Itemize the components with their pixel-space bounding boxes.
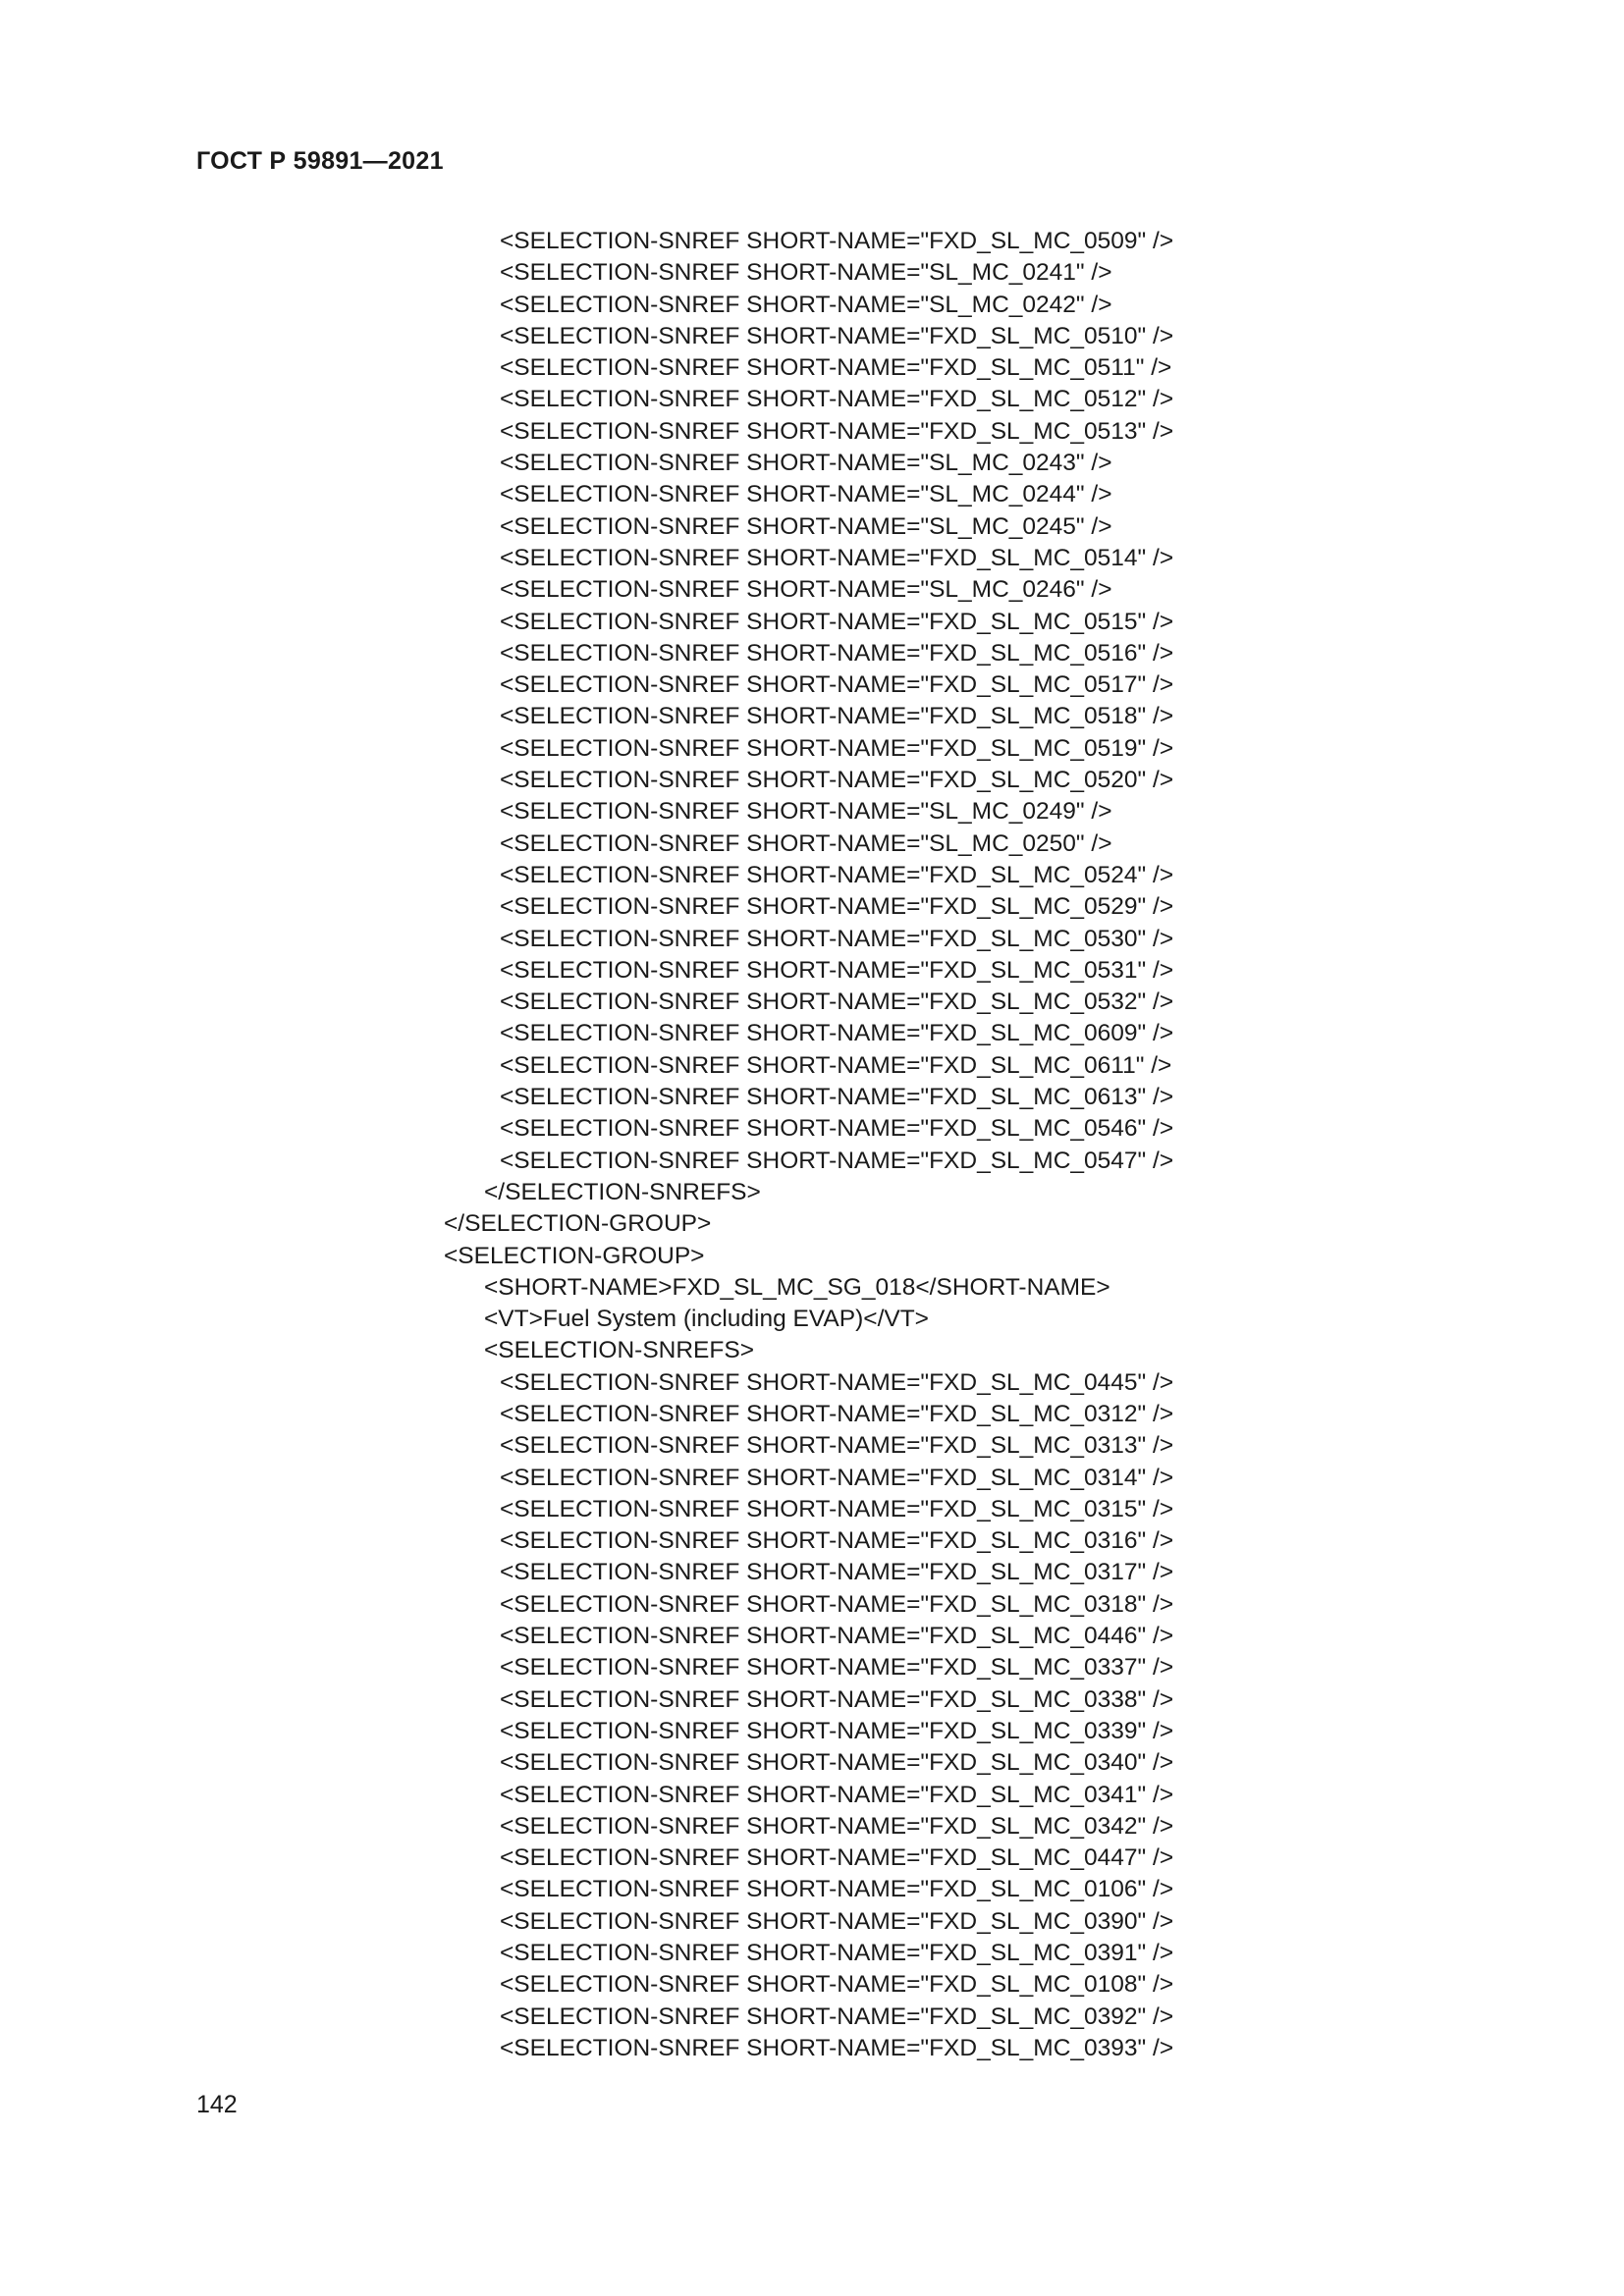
code-line: <SELECTION-SNREF SHORT-NAME="FXD_SL_MC_0516" /> [500,639,1174,667]
code-line: <SELECTION-SNREF SHORT-NAME="FXD_SL_MC_0529" /> [500,893,1174,921]
xml-code-listing [444,226,1173,2064]
code-line: <SELECTION-SNREF SHORT-NAME="SL_MC_0249" /> [500,798,1112,826]
code-line: <SELECTION-SNREF SHORT-NAME="FXD_SL_MC_0318" /> [500,1590,1174,1618]
code-line: <SELECTION-SNREF SHORT-NAME="SL_MC_0242" /> [500,291,1112,318]
code-line: <SELECTION-SNREF SHORT-NAME="FXD_SL_MC_0609" /> [500,1020,1174,1047]
code-line: <SELECTION-SNREF SHORT-NAME="FXD_SL_MC_0546" /> [500,1115,1174,1143]
code-line: <SELECTION-SNREF SHORT-NAME="SL_MC_0246" /> [500,576,1112,604]
code-line: <SELECTION-SNREF SHORT-NAME="FXD_SL_MC_0519" /> [500,734,1174,762]
code-line: <SELECTION-SNREF SHORT-NAME="FXD_SL_MC_0337" /> [500,1654,1174,1682]
code-line: <SELECTION-SNREF SHORT-NAME="FXD_SL_MC_0312" /> [500,1400,1174,1427]
code-line: <SELECTION-SNREF SHORT-NAME="FXD_SL_MC_0511" /> [500,354,1172,382]
code-line: <SELECTION-SNREF SHORT-NAME="SL_MC_0245" /> [500,512,1112,540]
code-line: <SELECTION-SNREF SHORT-NAME="FXD_SL_MC_0338" /> [500,1685,1174,1713]
code-line: <SELECTION-SNREF SHORT-NAME="FXD_SL_MC_0341" /> [500,1781,1174,1808]
code-line: <SELECTION-SNREF SHORT-NAME="SL_MC_0250" /> [500,829,1112,857]
code-line: <SELECTION-SNREF SHORT-NAME="SL_MC_0241" /> [500,259,1112,287]
code-line: <SELECTION-SNREF SHORT-NAME="FXD_SL_MC_0512" /> [500,386,1174,413]
code-line: <SELECTION-SNREF SHORT-NAME="FXD_SL_MC_0524" /> [500,861,1174,888]
code-line: <SELECTION-SNREF SHORT-NAME="FXD_SL_MC_0547" /> [500,1147,1174,1174]
code-line: <SELECTION-SNREF SHORT-NAME="FXD_SL_MC_0317" /> [500,1559,1174,1586]
code-line: <SELECTION-SNREF SHORT-NAME="FXD_SL_MC_0446" /> [500,1623,1174,1650]
code-line: <VT>Fuel System (including EVAP)</VT> [484,1306,929,1333]
code-line: <SELECTION-SNREF SHORT-NAME="FXD_SL_MC_0393" /> [500,2034,1174,2061]
code-line: <SELECTION-SNREF SHORT-NAME="FXD_SL_MC_0613" /> [500,1084,1174,1111]
code-line: <SELECTION-SNREF SHORT-NAME="FXD_SL_MC_0445" /> [500,1368,1174,1396]
code-line: <SELECTION-SNREF SHORT-NAME="FXD_SL_MC_0514" /> [500,544,1174,571]
code-line: <SELECTION-SNREF SHORT-NAME="FXD_SL_MC_0315" /> [500,1495,1174,1522]
code-line: </SELECTION-GROUP> [444,1210,712,1238]
code-line: <SELECTION-SNREF SHORT-NAME="FXD_SL_MC_0340" /> [500,1749,1174,1777]
code-line: <SELECTION-SNREF SHORT-NAME="FXD_SL_MC_0515" /> [500,608,1174,635]
code-line: <SELECTION-SNREF SHORT-NAME="FXD_SL_MC_0390" /> [500,1907,1174,1935]
code-line: <SELECTION-SNREF SHORT-NAME="FXD_SL_MC_0342" /> [500,1812,1174,1840]
code-line: <SELECTION-SNREF SHORT-NAME="FXD_SL_MC_0520" /> [500,767,1174,794]
code-line: <SELECTION-SNREF SHORT-NAME="FXD_SL_MC_0532" /> [500,988,1174,1016]
page-number: 142 [196,2091,238,2118]
code-line: <SELECTION-SNREF SHORT-NAME="FXD_SL_MC_0611" /> [500,1051,1172,1079]
code-line: <SELECTION-SNREF SHORT-NAME="FXD_SL_MC_0530" /> [500,925,1174,952]
code-line: <SHORT-NAME>FXD_SL_MC_SG_018</SHORT-NAME> [484,1273,1110,1301]
code-line: <SELECTION-SNREF SHORT-NAME="FXD_SL_MC_0391" /> [500,1940,1174,1967]
code-line: <SELECTION-SNREF SHORT-NAME="FXD_SL_MC_0509" /> [500,228,1174,254]
code-line: <SELECTION-SNREFS> [484,1337,755,1364]
document-header: ГОСТ Р 59891—2021 [196,147,444,175]
code-line: <SELECTION-SNREF SHORT-NAME="SL_MC_0243" /> [500,450,1112,477]
code-line: </SELECTION-SNREFS> [484,1178,761,1205]
code-line: <SELECTION-SNREF SHORT-NAME="FXD_SL_MC_0518" /> [500,703,1174,730]
code-line: <SELECTION-GROUP> [444,1242,705,1269]
code-line: <SELECTION-SNREF SHORT-NAME="FXD_SL_MC_0316" /> [500,1527,1174,1555]
code-line: <SELECTION-SNREF SHORT-NAME="FXD_SL_MC_0510" /> [500,322,1174,349]
code-line: <SELECTION-SNREF SHORT-NAME="FXD_SL_MC_0106" /> [500,1876,1174,1903]
code-line: <SELECTION-SNREF SHORT-NAME="FXD_SL_MC_0108" /> [500,1971,1174,1999]
code-line: <SELECTION-SNREF SHORT-NAME="FXD_SL_MC_0447" /> [500,1844,1174,1872]
code-line: <SELECTION-SNREF SHORT-NAME="FXD_SL_MC_0513" /> [500,417,1174,445]
code-line: <SELECTION-SNREF SHORT-NAME="FXD_SL_MC_0339" /> [500,1717,1174,1744]
code-line: <SELECTION-SNREF SHORT-NAME="FXD_SL_MC_0517" /> [500,671,1174,699]
code-line: <SELECTION-SNREF SHORT-NAME="SL_MC_0244" /> [500,481,1112,508]
code-line: <SELECTION-SNREF SHORT-NAME="FXD_SL_MC_0531" /> [500,956,1174,984]
code-line: <SELECTION-SNREF SHORT-NAME="FXD_SL_MC_0392" /> [500,2002,1174,2030]
code-line: <SELECTION-SNREF SHORT-NAME="FXD_SL_MC_0314" /> [500,1464,1174,1491]
code-line: <SELECTION-SNREF SHORT-NAME="FXD_SL_MC_0313" /> [500,1432,1174,1460]
